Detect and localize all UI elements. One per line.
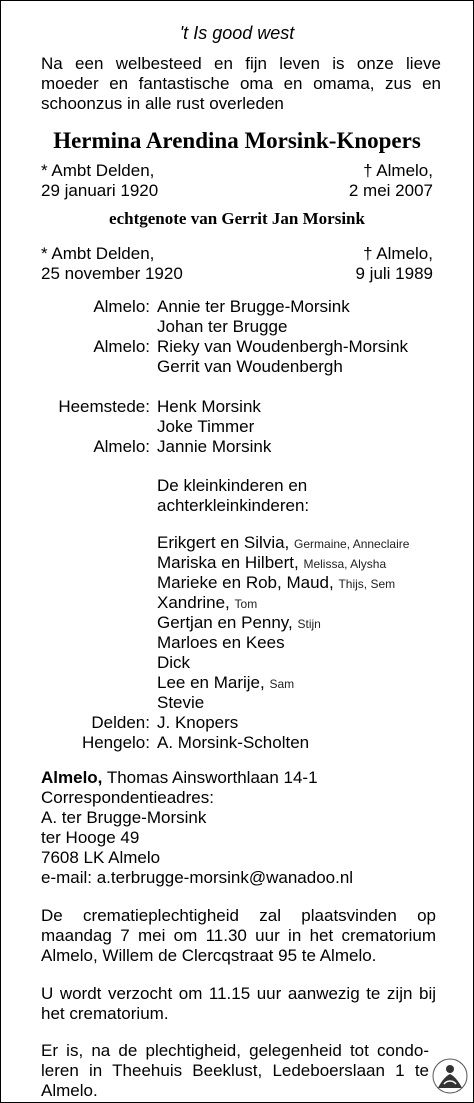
family-member: Rieky van Woudenbergh-Morsink [157,337,409,356]
grandchild-line: Xandrine, Tom [157,593,258,612]
family-place: Heemstede: [58,397,150,416]
address-city: Almelo, [41,768,103,787]
grandchild-line: Gertjan en Penny, Stijn [157,613,321,632]
correspondence-street: ter Hooge 49 [41,828,140,847]
family-member: Henk Morsink [157,397,261,416]
reception-paragraph: Er is, na de plechtigheid, gelegenheid tot condo-leren in Theehuis Beeklust, Ledeboerslaan 1 te Almelo. [41,1041,429,1100]
family-place: Almelo: [93,337,150,356]
sibling-place: Hengelo: [81,733,150,752]
deceased-birth-place: * Ambt Delden, [41,161,155,180]
sibling-name: J. Knopers [157,713,239,732]
deceased-death-place: † Almelo, [363,161,433,180]
family-place: Almelo: [93,437,150,456]
deceased-birth-date: 29 januari 1920 [41,181,159,200]
spouse-dates [41,244,433,284]
family-member: Johan ter Brugge [157,317,288,336]
memorial-logo-icon [432,1058,468,1094]
correspondence-postal: 7608 LK Almelo [41,848,161,867]
sibling-name: A. Morsink-Scholten [157,733,310,752]
family-place: Almelo: [93,297,150,316]
intro-text: Na een welbesteed en fijn leven is onze lieve moeder en fantastische oma en omama, zus en schoonzus in alle rust overleden [41,54,441,113]
grandchild-line: Erikgert en Silvia, Germaine, Anneclaire [157,533,410,552]
spouse-death-place: † Almelo, [363,244,433,263]
spouse-birth-place: * Ambt Delden, [41,244,155,263]
family-member: Jannie Morsink [157,437,272,456]
deceased-name: Hermina Arendina Morsink-Knopers [53,128,421,153]
spouse-death-date: 9 juli 1989 [355,264,433,283]
grandchild-line: Dick [157,653,191,672]
correspondence-name: A. ter Brugge-Morsink [41,808,207,827]
sibling-place: Delden: [91,713,150,732]
address-street: Thomas Ainsworthlaan 14-1 [106,768,318,787]
grandchild-line: Lee en Marije, Sam [157,673,295,692]
arrival-paragraph: U wordt verzocht om 11.15 uur aanwezig te zijn bij het crematorium. [41,984,436,1023]
grandchild-line: Mariska en Hilbert, Melissa, Alysha [157,553,387,572]
grandchild-line: Marieke en Rob, Maud, Thijs, Sem [157,573,396,592]
grandchildren-heading: De kleinkinderen en [157,476,308,495]
deceased-death-date: 2 mei 2007 [348,181,433,200]
family-member: Annie ter Brugge-Morsink [157,297,350,316]
deceased-dates [41,161,433,201]
family-member: Joke Timmer [157,417,255,436]
family-member: Gerrit van Woudenbergh [157,357,343,376]
spouse-heading: echtgenote van Gerrit Jan Morsink [109,209,365,228]
grandchild-line: Marloes en Kees [157,633,285,652]
address-line [41,768,436,788]
spouse-birth-date: 25 november 1920 [41,264,183,283]
correspondence-email: e-mail: a.terbrugge-morsink@wanadoo.nl [41,868,354,887]
grandchildren-heading: achterkleinkinderen: [157,496,310,515]
motto: 't Is good west [179,23,295,43]
correspondence-label: Correspondentieadres: [41,788,214,807]
ceremony-paragraph: De crematieplechtigheid zal plaatsvinden op maandag 7 mei om 11.30 uur in het crematorium Almelo, Willem de Clercqstraat 95 te Almelo. [41,906,436,965]
grandchild-line: Stevie [157,693,205,712]
